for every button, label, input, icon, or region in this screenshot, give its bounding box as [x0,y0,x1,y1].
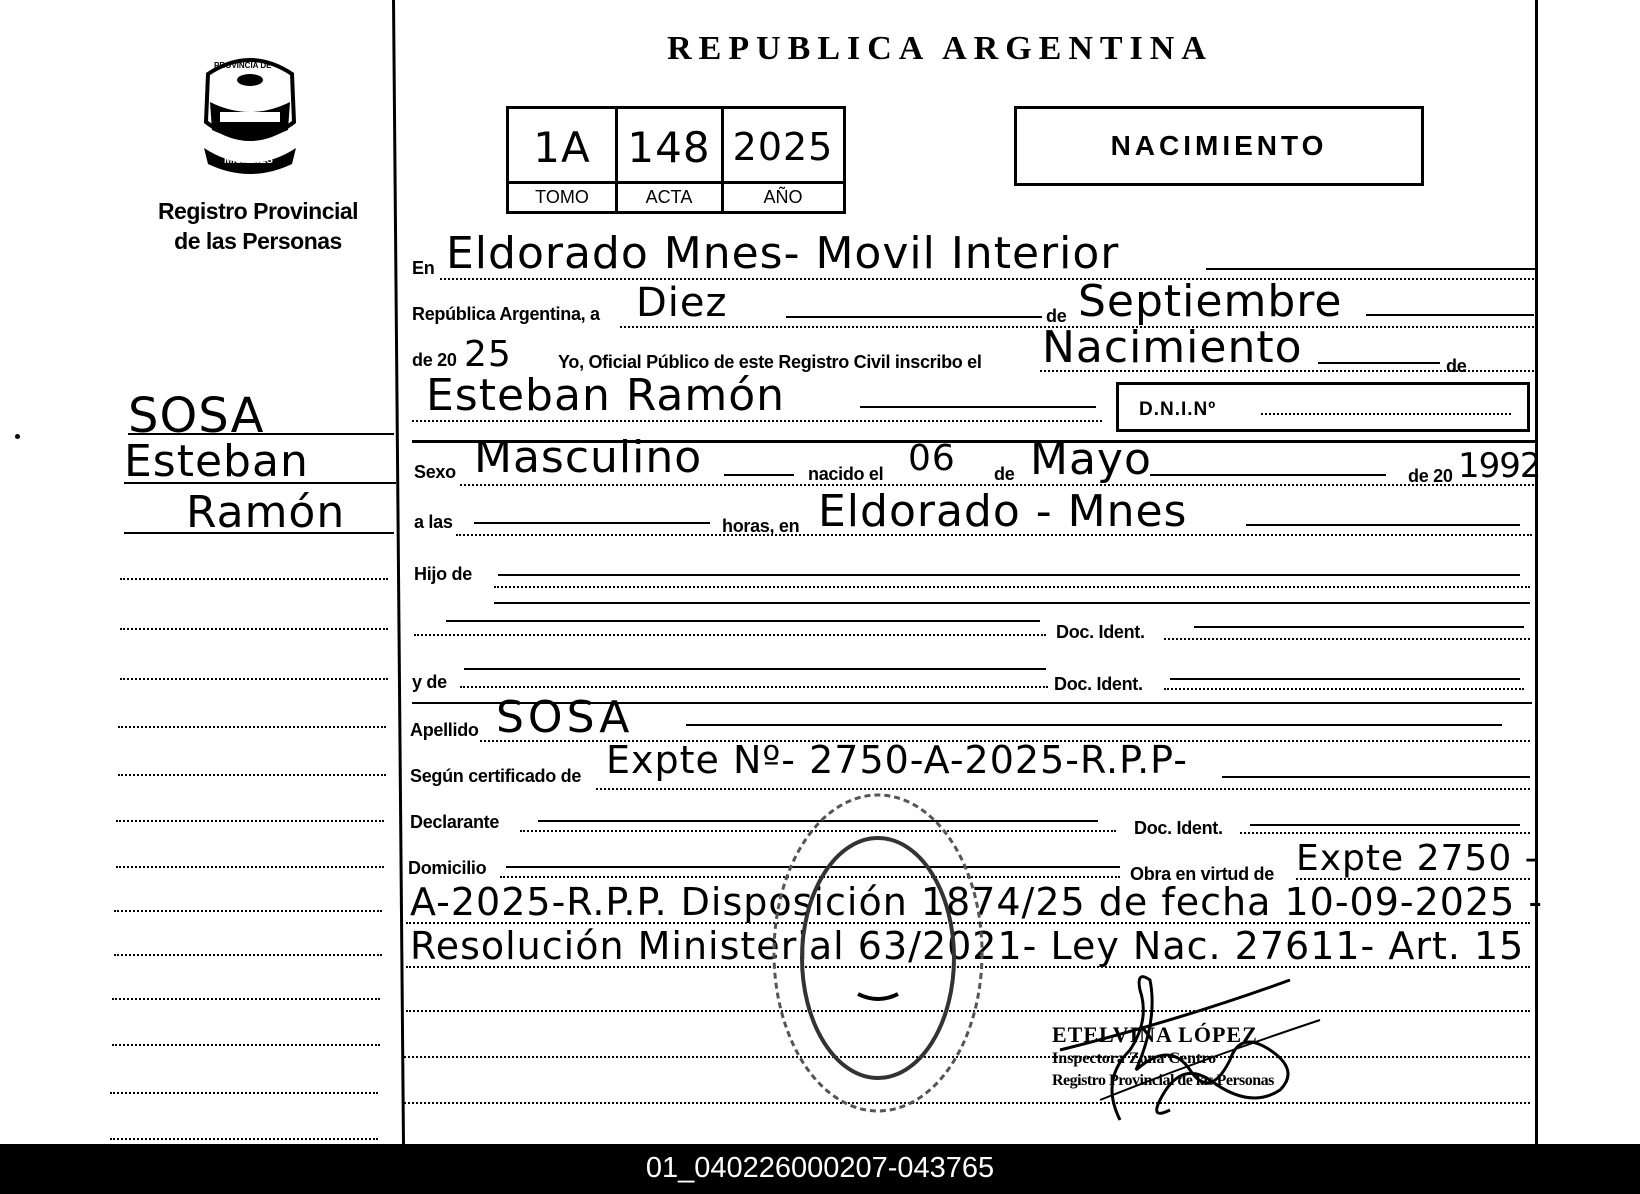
acta-label: ACTA [645,187,693,207]
official-stamp-icon [768,788,988,1118]
registry-line-2: de las Personas [174,228,342,254]
document-id-bar [0,1144,1640,1194]
record-number-box [506,106,846,214]
hijo-label: Hijo de [414,564,472,584]
birth-year-label: de 20 [1408,466,1453,486]
segun-label: Según certificado de [410,766,582,786]
sexo-label: Sexo [414,462,456,482]
margin-dotted-line [120,678,388,680]
act-type: NACIMIENTO [1110,130,1328,161]
margin-first-name-line [124,482,396,484]
nacido-label: nacido el [808,464,884,484]
inscribe-label: Yo, Oficial Público de este Registro Civil inscribo el [558,352,982,372]
margin-dotted-line [110,1138,378,1140]
margin-dotted-line [114,954,382,956]
place-value: Eldorado Mnes- Movil Interior [446,228,1120,279]
signatory-office: Registro Provincial de las Personas [1052,1072,1274,1089]
country-title: REPUBLICA ARGENTINA [667,30,1213,67]
tomo-value: 1A [533,122,591,172]
horas-label: horas, en [722,516,800,536]
doc-ident-label-3: Doc. Ident. [1134,818,1223,838]
doc-ident-line-1 [1194,626,1524,628]
year-suffix-value: 25 [464,334,512,375]
doc-ident-line-2 [1170,678,1520,680]
birth-month-line [1150,474,1386,476]
apellido-line [686,724,1502,726]
y-de-label: y de [412,672,447,692]
provincial-seal [190,52,310,176]
margin-first-name: Esteban [124,436,309,487]
person-name-value: Esteban Ramón [426,370,786,421]
hijo-line [498,574,1520,576]
de-end-label: de [1446,356,1467,376]
anio-value: 2025 [732,125,834,169]
margin-dotted-line [118,726,386,728]
y-de-dotted-line [460,686,1048,688]
margin-dotted-line [110,1092,378,1094]
margin-dotted-line [118,774,386,776]
year-prefix-label: de 20 [412,350,457,370]
obra-label: Obra en virtud de [1130,864,1274,884]
column-divider [392,0,405,1144]
parent1-line [446,620,1040,622]
obra-value: Expte 2750 - [1296,838,1539,879]
sexo-line [724,474,794,476]
registry-name [120,196,396,256]
tomo-label: TOMO [535,187,589,207]
parent1-dotted-line [414,634,1046,636]
signatory-name: ETELVINA LÓPEZ [1052,1022,1258,1047]
place-dotted-line [440,278,1534,280]
birth-de-label: de [994,464,1015,484]
day-words-value: Diez [636,280,728,326]
signatory-stamp [1052,1022,1342,1090]
dni-dotted-line [1261,413,1511,415]
dni-box [1116,382,1530,432]
place-line [1206,268,1536,270]
en-label: En [412,258,435,278]
apellido-label: Apellido [410,720,479,740]
margin-dotted-line [120,628,388,630]
doc-ident-line-3 [1250,824,1520,826]
hijo-line-2 [494,602,1530,604]
apellido-value: SOSA [496,692,634,743]
margin-dotted-line [112,1044,380,1046]
de-label: de [1046,306,1067,326]
margin-surname: SOSA [128,388,265,444]
a-las-dotted-line [456,534,1532,536]
seal-top-text: PROVINCIA DE [214,61,272,70]
act-type-box [1014,106,1424,186]
margin-dotted-line [116,866,384,868]
document-id: 01_040226000207-043765 [645,1152,995,1184]
doc-ident-dotted-3 [1240,832,1530,834]
hijo-dotted-line [494,586,1530,588]
birth-place-value: Eldorado - Mnes [818,486,1188,537]
republica-label: República Argentina, a [412,304,600,324]
person-name-line [860,406,1096,408]
margin-dotted-line [112,998,380,1000]
birth-month-value: Mayo [1030,434,1152,485]
day-line [786,316,1042,318]
doc-ident-label-1: Doc. Ident. [1056,622,1145,642]
inscribe-value: Nacimiento [1042,322,1303,373]
acta-value: 148 [627,122,711,172]
signatory-title: Inspectora Zona Centro [1052,1050,1217,1067]
doc-ident-dotted-2 [1164,688,1524,690]
margin-surname-line [128,433,394,435]
right-border [1535,0,1538,1144]
registry-line-1: Registro Provincial [157,198,359,224]
birth-year-value: 1992 [1458,446,1541,486]
inscribe-dotted-line [1040,370,1534,372]
segun-line [1222,776,1530,778]
segun-dotted-line [596,788,1530,790]
birth-place-line [1246,524,1520,526]
margin-dotted-line [120,578,388,580]
hour-line [474,522,710,524]
margin-second-name-line [124,532,394,534]
margin-dotted-line [114,910,382,912]
a-las-label: a las [414,512,453,532]
person-name-dotted-line [412,420,1102,422]
doc-ident-label-2: Doc. Ident. [1054,674,1143,694]
doc-ident-dotted-1 [1164,638,1530,640]
y-de-line [464,668,1046,670]
scan-speck [15,434,20,439]
segun-value: Expte Nº- 2750-A-2025-R.P.P- [606,738,1188,782]
inscribe-line [1318,362,1440,364]
margin-dotted-line [116,820,384,822]
declarante-label: Declarante [410,812,500,832]
month-value: Septiembre [1078,276,1343,327]
obra-line-3: Resolución Ministerial 63/2021- Ley Nac. 27611- Art. 15 [410,924,1525,968]
seal-bottom-text: MISIONES [224,155,273,166]
dni-label: D.N.I.Nº [1139,399,1217,420]
margin-second-name: Ramón [186,487,346,538]
birth-day-value: 06 [908,438,956,479]
anio-label: AÑO [763,187,803,207]
domicilio-label: Domicilio [408,858,487,878]
obra-line-2: A-2025-R.P.P. Disposición 1874/25 de fecha 10-09-2025 - [410,880,1544,924]
sexo-value: Masculino [474,432,703,483]
month-line [1366,314,1534,316]
